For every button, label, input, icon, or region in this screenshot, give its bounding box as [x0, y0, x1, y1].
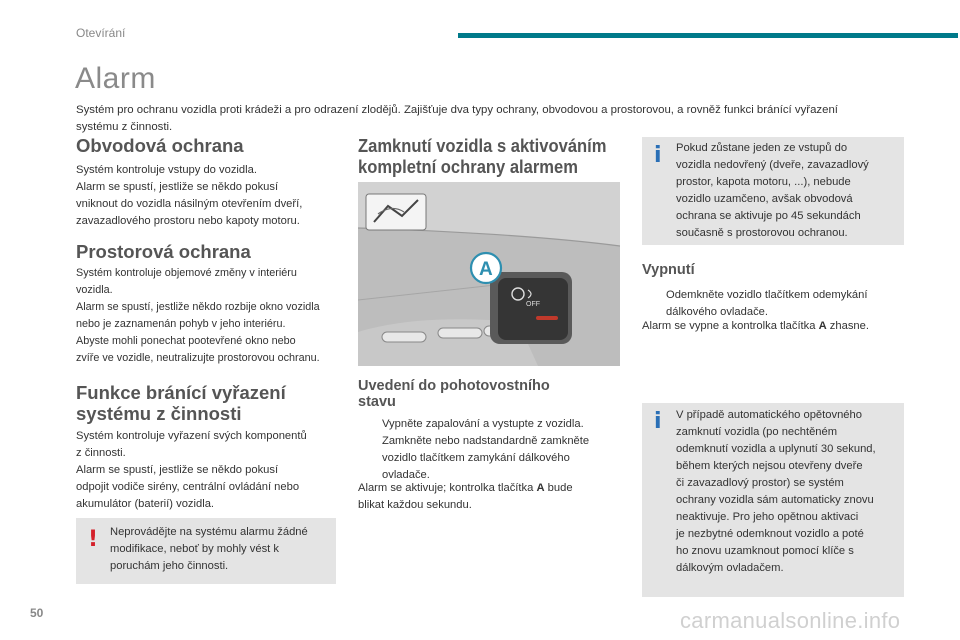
text-line: ochrany vozidla sám automaticky znovu [676, 494, 874, 506]
heading-arming [358, 378, 550, 410]
disarm-note [642, 318, 904, 335]
text-line [358, 480, 620, 497]
text-line: akumulátor (baterií) vozidla. [76, 498, 215, 510]
warning-box [76, 518, 336, 584]
heading-line: kompletní ochrany alarmem [358, 157, 578, 177]
heading-line: Funkce bránící vyřazení [76, 382, 286, 403]
perimeter-text [76, 162, 346, 230]
heading-line: systému z činnosti [76, 403, 242, 424]
text-line: Pokud zůstane jeden ze vstupů do [676, 142, 848, 154]
text-line: vniknout do vozidla násilným otevřením dveří, [76, 198, 303, 210]
warning-icon: ! [88, 527, 99, 552]
text-line: zvíře ve vozidle, neutralizujte prostorovou ochranu. [76, 352, 320, 364]
alarm-button-illustration [358, 182, 620, 366]
heading-volumetric-protection: Prostorová ochrana [76, 241, 251, 262]
text-line: Zamkněte nebo nadstandardně zamkněte [382, 435, 590, 447]
text-line: Vypněte zapalování a vystupte z vozidla. [382, 418, 584, 430]
text-line: Alarm se spustí, jestliže se někdo pokusí [76, 181, 279, 193]
heading-line: Zamknutí vozidla s aktivováním [358, 136, 607, 156]
text-line: Systém kontroluje vyřazení svých komponentů [76, 430, 307, 442]
button-label: OFF [526, 301, 540, 308]
text-fragment: bude [544, 482, 573, 494]
text-line: zavazadlového prostoru nebo kapoty motoru. [76, 215, 300, 227]
heading-line: stavu [358, 394, 396, 410]
text-line: Alarm se spustí, jestliže někdo rozbije okno vozidla [76, 301, 320, 313]
text-line: dálkovým ovladačem. [676, 562, 784, 574]
heading-antitamper [76, 382, 286, 424]
text-line: vozidlo uzamčeno, avšak obvodová [676, 193, 853, 205]
text-line: Abyste mohli ponechat pootevřené okno nebo [76, 335, 296, 347]
text-bold-a: A [536, 482, 545, 494]
text-line: současně s prostorovou ochranou. [676, 227, 848, 239]
bullet-text [382, 416, 584, 433]
arming-note [358, 480, 620, 514]
text-line: zamknutí vozidla (po nechtěném [676, 426, 838, 438]
heading-perimeter-protection: Obvodová ochrana [76, 135, 244, 156]
text-line: či zavazadlový prostor) se systém [676, 477, 844, 489]
intro-line: Systém pro ochranu vozidla proti krádeži a pro odrazení zlodějů. Zajišťuje dva typy ochrany, obvodovou a prostorovou, a rovněž funkci bránící vyřazení [76, 104, 838, 116]
section-label: Otevírání [76, 26, 126, 40]
page-title: Alarm [75, 62, 156, 95]
illustration-svg [358, 182, 620, 366]
text-line: z činnosti. [76, 447, 126, 459]
text-line: je nezbytné odemknout vozidlo a poté [676, 528, 864, 540]
info-icon: i [654, 409, 662, 434]
text-line: během kterých nejsou otevřeny dveře [676, 460, 863, 472]
bullet-text [666, 287, 867, 321]
list-item [360, 416, 620, 433]
info-icon: i [654, 143, 662, 168]
bullet-text [382, 433, 589, 484]
text-bold-a: A [818, 320, 827, 332]
antitamper-text [76, 428, 346, 513]
text-line: vozidla nedovřený (dveře, zavazadlový [676, 159, 869, 171]
text-line: V případě automatického opětovného [676, 409, 862, 421]
text-line: dálkového ovladače. [666, 306, 769, 318]
text-line: poruchám jeho činnosti. [110, 560, 229, 572]
volumetric-text [76, 265, 356, 367]
heading-line: Uvedení do pohotovostního [358, 378, 550, 394]
warning-text [110, 524, 332, 575]
header-accent-bar [458, 33, 958, 38]
callout-a: A [479, 259, 493, 280]
text-line: vozidla. [76, 284, 113, 296]
info-box-open-access [642, 137, 904, 245]
text-line: odpojit vodiče sirény, centrální ovládání nebo [76, 481, 300, 493]
heading-disarm: Vypnutí [642, 262, 695, 278]
text-line: prostor, kapota motoru, ...), nebude [676, 176, 851, 188]
text-fragment: Alarm se vypne a kontrolka tlačítka [642, 320, 819, 332]
text-line: Systém kontroluje objemové změny v interiéru [76, 267, 297, 279]
text-line [642, 318, 904, 335]
intro-line: systému z činnosti. [76, 121, 173, 133]
text-line: modifikace, neboť by mohly vést k [110, 543, 279, 555]
text-line: ho znovu uzamknout pomocí klíče s [676, 545, 854, 557]
watermark: carmanualsonline.info [680, 608, 901, 633]
info-text [676, 140, 900, 242]
text-line: Odemkněte vozidlo tlačítkem odemykání [666, 289, 868, 301]
page-number: 50 [30, 606, 44, 620]
intro-paragraph [76, 102, 916, 136]
text-line: vozidlo tlačítkem zamykání dálkového [382, 452, 570, 464]
text-line: Alarm se spustí, jestliže se někdo pokusí [76, 464, 279, 476]
text-fragment: Alarm se aktivuje; kontrolka tlačítka [358, 482, 537, 494]
list-item [360, 433, 620, 484]
info-box-auto-relock [642, 403, 904, 597]
text-line: neaktivuje. Pro jeho opětnou aktivaci [676, 511, 859, 523]
text-fragment: zhasne. [826, 320, 869, 332]
text-line: Neprovádějte na systému alarmu žádné [110, 526, 308, 538]
info-text [676, 407, 902, 577]
text-line: ochrana se aktivuje po 45 sekundách [676, 210, 861, 222]
heading-lock-full-alarm [358, 136, 606, 178]
list-item [644, 287, 904, 321]
text-line: blikat každou sekundu. [358, 499, 472, 511]
text-line: Systém kontroluje vstupy do vozidla. [76, 164, 257, 176]
text-line: ovladače. [382, 469, 430, 481]
text-line: nebo je zaznamenán pohyb v jeho interiéru. [76, 318, 286, 330]
text-line: odemknutí vozidla a uplynutí 30 sekund, [676, 443, 876, 455]
